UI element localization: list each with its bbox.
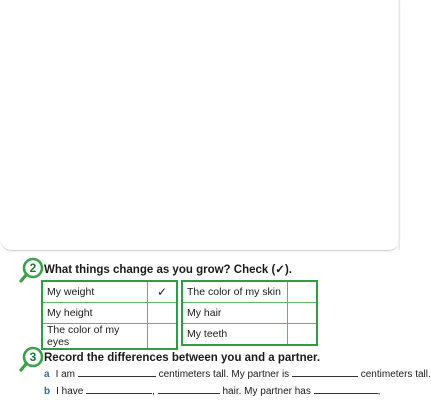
- sentence-text: I have: [56, 386, 84, 397]
- answer-blank[interactable]: [86, 384, 152, 394]
- sentence-text: hair. My partner has: [222, 386, 311, 397]
- table-row: [182, 281, 317, 303]
- row-label: My hair: [182, 303, 288, 324]
- check-box[interactable]: [148, 303, 178, 324]
- check-table-right: [181, 280, 318, 346]
- question-3-number-icon: [24, 348, 42, 366]
- check-box[interactable]: [288, 324, 318, 346]
- answer-blank[interactable]: [78, 367, 156, 377]
- check-box[interactable]: ✓: [148, 281, 178, 303]
- answer-blank[interactable]: [314, 384, 378, 394]
- page-edge: [398, 0, 400, 250]
- row-label: My teeth: [182, 324, 288, 346]
- row-label: My weight: [42, 281, 148, 303]
- sentence-text: I am: [55, 369, 76, 380]
- sentence-text: ,: [152, 386, 155, 397]
- check-box[interactable]: [288, 303, 318, 324]
- sentence-a: [44, 367, 431, 380]
- row-label: The color of my eyes: [42, 324, 148, 350]
- sentence-b: [44, 384, 380, 397]
- table-row: [182, 303, 317, 324]
- question-3-digit: 3: [29, 350, 37, 364]
- check-box[interactable]: [288, 281, 318, 303]
- answer-blank[interactable]: [292, 367, 358, 377]
- question-2-number-icon: [24, 259, 42, 277]
- row-label: The color of my skin: [182, 281, 288, 303]
- question-3-text: Record the differences between you and a partner.: [44, 352, 321, 364]
- table-row: [42, 303, 177, 324]
- sentence-text: centimeters tall.: [360, 369, 431, 380]
- question-2-text: What things change as you grow? Check (✓).: [44, 264, 292, 276]
- sentence-text: ,: [377, 386, 381, 397]
- table-row: [42, 281, 177, 303]
- question-2-digit: 2: [29, 261, 37, 275]
- answer-blank[interactable]: [158, 384, 220, 394]
- table-row: [182, 324, 317, 346]
- row-label: My height: [42, 303, 148, 324]
- check-box[interactable]: [148, 324, 178, 350]
- sentence-letter: b: [44, 386, 51, 397]
- check-table-left: [41, 280, 178, 350]
- sentence-text: centimeters tall. My partner is: [158, 369, 290, 380]
- table-row: [42, 324, 177, 350]
- sentence-letter: a: [44, 369, 50, 380]
